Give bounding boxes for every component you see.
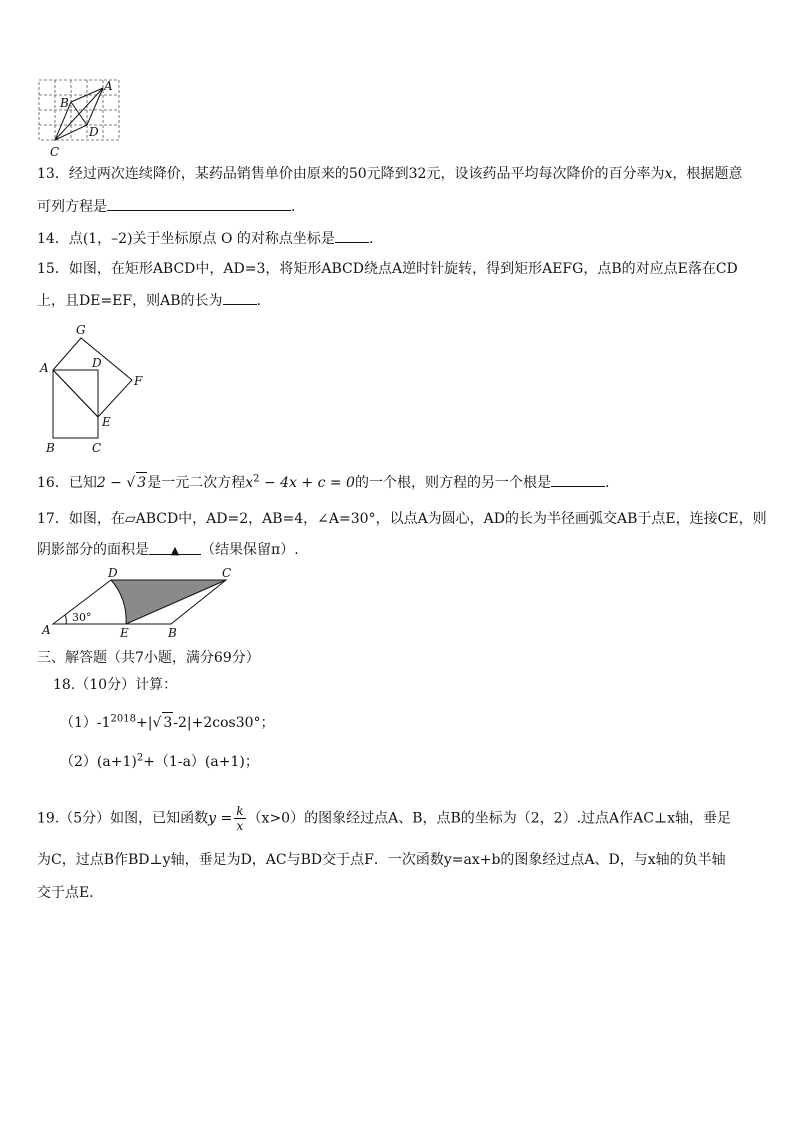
q19-line3: 交于点E． <box>37 885 104 901</box>
q13-text1: 13．经过两次连续降价，某药品销售单价由原来的50元降到32元，设该药品平均每次降价的百分率为 <box>37 166 665 182</box>
q16-line <box>37 472 757 493</box>
q15-line2 <box>37 290 757 311</box>
q17-label-a: A <box>42 623 51 637</box>
q18-p1a: （1）-1 <box>60 715 111 731</box>
q12-grid-figure <box>36 78 126 160</box>
q14-line <box>37 228 757 249</box>
q17-angle-label: 30° <box>72 611 92 624</box>
q19-fraction <box>234 804 245 833</box>
q12-label-a: A <box>104 79 113 93</box>
q16-answer-blank <box>551 472 605 487</box>
q18-p1b: +| <box>136 715 153 731</box>
q15-rectangle-figure <box>36 320 156 456</box>
q13-answer-blank <box>107 196 291 211</box>
q18-p2a: （2）(a+1) <box>60 754 137 770</box>
q16-eq-x: x <box>245 475 254 491</box>
q15-line2-text: 上，且DE=EF，则AB的长为 <box>37 293 223 309</box>
q15-answer-blank <box>223 290 257 305</box>
q18-p1c: -2|+2cos30°； <box>173 715 275 731</box>
q14-end: . <box>368 231 374 247</box>
q14-text: 14．点(1，–2)关于坐标原点 O 的对称点坐标是 <box>37 231 335 247</box>
q16-eq-exp: 2 <box>253 473 260 485</box>
q15-label-b: B <box>46 441 55 455</box>
q15-end: . <box>256 293 261 309</box>
q18-p1-sqrt: 3 <box>162 712 173 733</box>
q16-root-sqrt-sign: √ <box>126 475 136 491</box>
q12-label-d: D <box>89 125 99 139</box>
section3-title: 三、解答题（共7小题，满分69分） <box>37 650 260 666</box>
q13-line1 <box>37 164 757 184</box>
q16-end: . <box>604 475 610 491</box>
q14-answer-blank <box>335 228 369 243</box>
q18-title: 18.（10分）计算： <box>53 677 178 693</box>
q15-figure-lines <box>53 338 132 438</box>
q17-label-c: C <box>222 566 232 580</box>
q19-y: y = <box>208 810 233 827</box>
q17-triangle-mark: ▲ <box>170 544 180 557</box>
q13-line2 <box>37 196 757 217</box>
q17-line1: 17．如图，在▱ABCD中，AD=2，AB=4，∠A=30°，以点A为圆心，AD的长为半径画弧交AB于点E，连接CE，则 <box>37 511 767 527</box>
q19-l1a: 19.（5分）如图，已知函数 <box>37 810 209 827</box>
q19-frac-den: x <box>236 819 244 833</box>
q13-text2: ，根据题意 <box>672 166 743 182</box>
q16-root-a: 2 − <box>96 475 127 491</box>
q13-variable: x <box>664 166 673 182</box>
q16-post: 的一个根，则方程的另一个根是 <box>354 475 551 491</box>
q19-frac-num: k <box>236 804 244 818</box>
q17-answer-blank <box>149 540 201 555</box>
q17-label-d: D <box>108 566 118 580</box>
q19-l1b: （x>0）的图象经过点A、B，点B的坐标为（2，2）.过点A作AC⊥x轴，垂足 <box>247 810 732 827</box>
q15-label-g: G <box>76 323 86 337</box>
q18-p1-sqrt-sign: √ <box>152 715 162 731</box>
q17-line2a: 阴影部分的面积是 <box>37 542 149 558</box>
q16-eq-rest: − 4x + c = 0 <box>259 475 355 491</box>
q15-line1: 15．如图，在矩形ABCD中，AD=3，将矩形ABCD绕点A逆时针旋转，得到矩形AEFG，点B的对应点E落在CD <box>37 261 738 277</box>
q16-root-sqrt: 3 <box>136 472 147 493</box>
q17-line2b: （结果保留π）. <box>201 542 299 558</box>
q17-shaded-region <box>111 580 226 624</box>
q15-label-c: C <box>92 441 102 455</box>
q12-label-c: C <box>50 145 60 159</box>
q18-part1 <box>60 712 780 733</box>
q13-end: . <box>291 199 296 215</box>
q18-p1-exp: 2018 <box>110 713 136 725</box>
q12-label-b: B <box>60 96 69 110</box>
q17-label-e: E <box>120 626 129 640</box>
q15-label-d: D <box>92 356 102 370</box>
q15-label-a: A <box>40 361 49 375</box>
q16-pre: 16．已知 <box>37 475 97 491</box>
q19-line2: 为C，过点B作BD⊥y轴，垂足为D，AC与BD交于点F．一次函数y=ax+b的图象经过点A、D，与x轴的负半轴 <box>37 852 726 868</box>
q18-part2 <box>60 752 780 772</box>
q16-mid: 是一元二次方程 <box>147 475 246 491</box>
q15-label-f: F <box>134 374 143 388</box>
q15-label-e: E <box>102 415 111 429</box>
q18-p2-exp: 2 <box>136 752 144 764</box>
q17-label-b: B <box>168 626 177 640</box>
q19-line1 <box>37 804 757 833</box>
q18-p2b: +（1-a）(a+1)； <box>143 754 259 770</box>
q17-line2 <box>37 540 757 560</box>
q13-line2-text: 可列方程是 <box>37 199 107 215</box>
q17-parallelogram-figure <box>36 566 246 642</box>
